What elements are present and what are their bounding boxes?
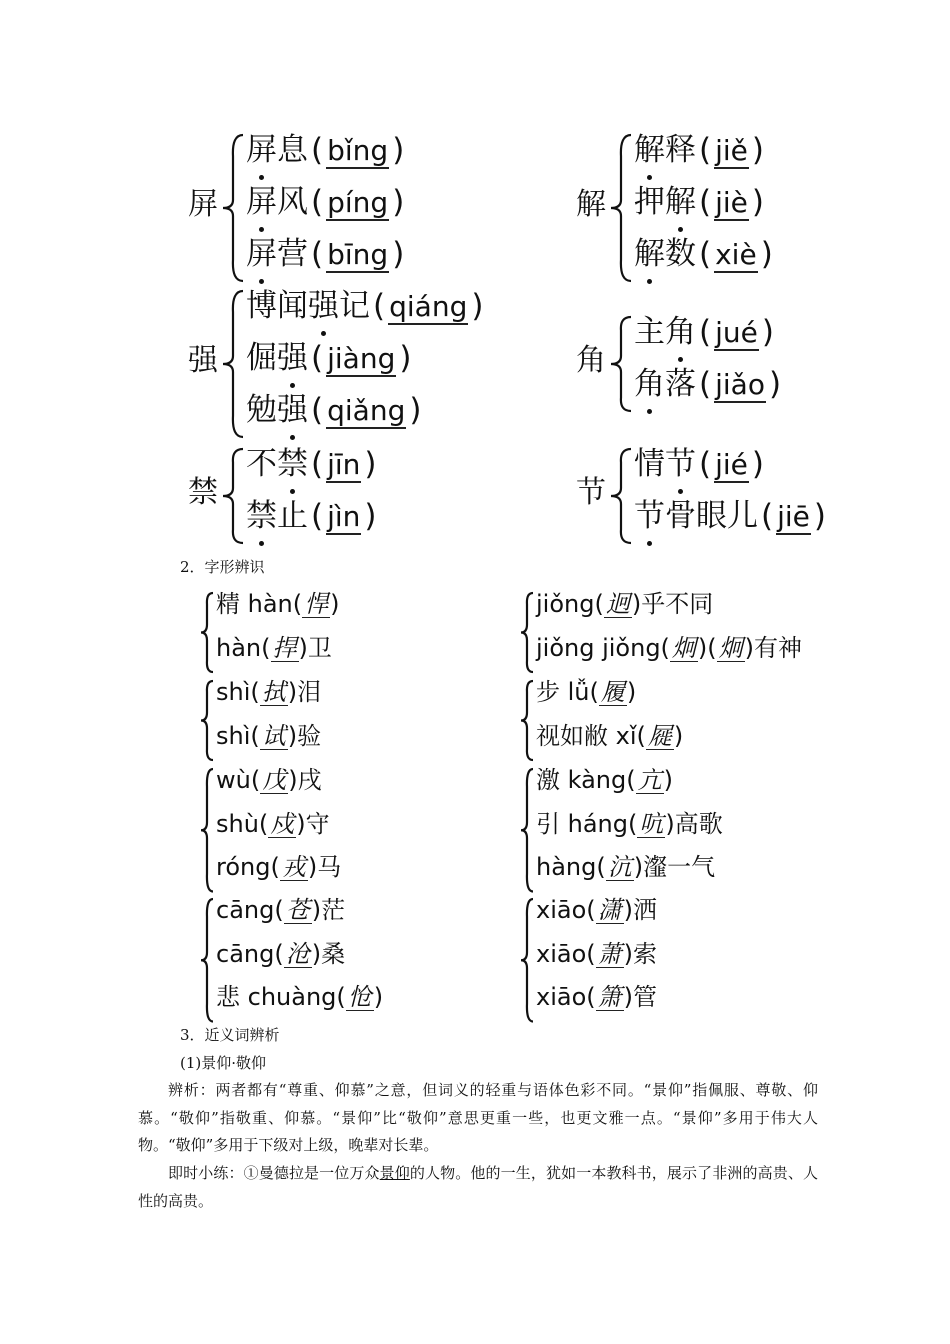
- dotted-character: 节: [665, 446, 696, 482]
- curly-brace-icon: [200, 768, 214, 893]
- curly-brace-icon: [610, 134, 632, 282]
- glyph-suffix: )管: [623, 983, 657, 1011]
- glyph-suffix: )索: [623, 939, 657, 968]
- analysis-paragraph: 辨析：两者都有“尊重、仰慕”之意，但词义的轻重与语体色彩不同。“景仰”指佩服、尊敬、仰慕。“敬仰”指敬重、仰慕。“景仰”比“敬仰”意思更重一些，也更文雅一点。“景仰”多用于伟大人物。“敬仰”多用于下级对上级，晚辈对长辈。: [138, 1081, 818, 1154]
- curly-brace-icon: [222, 290, 244, 438]
- glyph-answer-char: 迥: [605, 590, 630, 618]
- glyph-suffix: )高歌: [665, 809, 723, 838]
- close-paren: ): [813, 498, 827, 534]
- glyph-prefix: shì(: [216, 678, 260, 706]
- glyph-answer-char: 苍: [285, 896, 310, 924]
- polyphone-entry: [246, 444, 380, 484]
- glyph-prefix: shì(: [216, 721, 260, 750]
- glyph-prefix: cāng(: [216, 896, 284, 924]
- glyph-line: [216, 981, 383, 1013]
- pinyin-answer: qiǎng: [327, 394, 406, 427]
- open-paren: (: [699, 184, 712, 220]
- glyph-suffix: )(: [697, 633, 717, 662]
- glyph-answer-char: 亢: [637, 766, 662, 794]
- word-character: 数: [665, 236, 696, 272]
- close-paren: ): [409, 392, 422, 428]
- practice-text-after: 的人物。他的一生，犹如一本教科书，展示了非洲的高贵、人性的高贵。: [138, 1164, 818, 1210]
- curly-brace-icon: [610, 448, 632, 544]
- polyphone-entry: [246, 286, 486, 326]
- glyph-line: [216, 720, 321, 752]
- polyphone-entry: [634, 312, 777, 352]
- glyph-prefix: 激 kàng(: [536, 766, 636, 794]
- glyph-suffix: )卫: [298, 633, 332, 662]
- open-paren: (: [699, 236, 712, 272]
- pinyin-answer: jìn: [327, 500, 361, 533]
- dotted-character: 解: [665, 184, 696, 220]
- glyph-prefix: xiāo(: [536, 983, 596, 1011]
- dotted-character: 屏: [246, 184, 277, 220]
- glyph-line: [216, 938, 345, 970]
- glyph-answer-char: 萧: [597, 939, 622, 968]
- glyph-answer-char: 戎: [281, 853, 306, 881]
- open-paren: (: [311, 446, 324, 482]
- close-paren: ): [364, 498, 377, 534]
- glyph-line: [536, 676, 636, 708]
- pinyin-answer: xiè: [715, 238, 757, 271]
- close-paren: ): [392, 132, 405, 168]
- close-paren: ): [364, 446, 377, 482]
- word-character: 骨: [665, 498, 696, 534]
- polyphone-head-char: 角: [576, 343, 606, 378]
- pinyin-answer: jiàng: [327, 342, 396, 375]
- glyph-prefix: róng(: [216, 853, 280, 881]
- word-character: 记: [339, 288, 370, 324]
- word-character: 释: [665, 132, 696, 168]
- open-paren: (: [311, 132, 324, 168]
- polyphone-entry: [246, 182, 407, 222]
- pinyin-answer: jié: [715, 448, 748, 481]
- open-paren: (: [311, 498, 324, 534]
- word-character: 押: [634, 184, 665, 220]
- glyph-suffix: ): [663, 766, 673, 794]
- curly-brace-icon: [520, 680, 534, 761]
- glyph-prefix: 精 hàn(: [216, 590, 303, 618]
- curly-brace-icon: [200, 898, 214, 1023]
- pinyin-answer: jiě: [715, 134, 748, 167]
- section-3-title: 3．近义词辨析: [180, 1026, 280, 1044]
- pinyin-answer: jiè: [715, 186, 748, 219]
- polyphone-entry: [634, 182, 767, 222]
- polyphone-entry: [246, 496, 380, 536]
- open-paren: (: [699, 366, 712, 402]
- glyph-line: [216, 764, 322, 796]
- open-paren: (: [311, 236, 324, 272]
- glyph-prefix: xiāo(: [536, 896, 596, 924]
- glyph-prefix: 步 lǚ(: [536, 678, 599, 706]
- glyph-prefix: cāng(: [216, 939, 284, 968]
- glyph-answer-char: 沧: [285, 939, 310, 968]
- dotted-character: 角: [665, 314, 696, 350]
- pinyin-answer: jiǎo: [715, 368, 765, 401]
- polyphone-head-char: 屏: [188, 187, 218, 222]
- dotted-character: 禁: [277, 446, 308, 482]
- word-character: 息: [277, 132, 308, 168]
- glyph-line: [536, 981, 657, 1013]
- word-character: 勉: [246, 392, 277, 428]
- dotted-character: 强: [277, 392, 308, 428]
- glyph-prefix: wù(: [216, 766, 261, 794]
- curly-brace-icon: [610, 316, 632, 412]
- glyph-prefix: 引 háng(: [536, 809, 638, 838]
- polyphone-entry: [246, 234, 407, 274]
- glyph-line: [536, 588, 713, 620]
- glyph-line: [216, 676, 321, 708]
- glyph-suffix: ): [626, 678, 637, 706]
- curly-brace-icon: [520, 768, 534, 893]
- glyph-line: [536, 894, 657, 926]
- word-character: 眼: [696, 498, 727, 534]
- glyph-answer-char: 戊: [262, 766, 287, 794]
- glyph-answer-char: 屣: [647, 721, 672, 750]
- glyph-suffix: )洒: [623, 896, 657, 924]
- close-paren: ): [761, 314, 774, 350]
- glyph-answer-char: 履: [600, 678, 625, 706]
- dotted-character: 角: [634, 366, 665, 402]
- pinyin-answer: jué: [715, 316, 758, 349]
- dotted-character: 解: [634, 236, 665, 272]
- close-paren: ): [751, 184, 765, 220]
- dotted-character: 强: [308, 288, 339, 324]
- word-character: 落: [665, 366, 696, 402]
- glyph-suffix: )验: [287, 721, 322, 750]
- glyph-suffix: ): [330, 590, 340, 618]
- glyph-prefix: 视如敝 xǐ(: [536, 721, 646, 750]
- glyph-answer-char: 箫: [597, 983, 622, 1011]
- glyph-suffix: )有神: [744, 633, 803, 662]
- glyph-line: [216, 894, 345, 926]
- glyph-line: [536, 808, 723, 840]
- close-paren: ): [751, 446, 765, 482]
- glyph-suffix: )瀣一气: [633, 853, 716, 881]
- glyph-prefix: jiǒng jiǒng(: [536, 633, 670, 662]
- glyph-answer-char: 捍: [272, 633, 297, 662]
- dotted-character: 解: [634, 132, 665, 168]
- glyph-answer-char: 潇: [597, 896, 622, 924]
- polyphone-head-char: 节: [576, 475, 606, 510]
- open-paren: (: [311, 184, 324, 220]
- close-paren: ): [471, 288, 484, 324]
- polyphone-head-char: 解: [576, 187, 606, 222]
- glyph-line: [536, 720, 683, 752]
- open-paren: (: [699, 132, 712, 168]
- glyph-answer-char: 炯: [671, 633, 696, 662]
- word-character: 主: [634, 314, 665, 350]
- pinyin-answer: bǐng: [327, 134, 389, 167]
- glyph-suffix: )马: [307, 853, 342, 881]
- open-paren: (: [373, 288, 386, 324]
- open-paren: (: [699, 446, 712, 482]
- glyph-suffix: )桑: [311, 939, 346, 968]
- word-character: 闻: [277, 288, 308, 324]
- polyphone-entry: [634, 130, 767, 170]
- glyph-answer-char: 拭: [261, 678, 286, 706]
- polyphone-entry: [634, 364, 784, 404]
- dotted-character: 禁: [246, 498, 277, 534]
- glyph-line: [216, 632, 332, 664]
- open-paren: (: [311, 340, 324, 376]
- glyph-prefix: hàng(: [536, 853, 606, 881]
- close-paren: ): [760, 236, 773, 272]
- word-character: 风: [277, 184, 308, 220]
- curly-brace-icon: [200, 592, 214, 673]
- polyphone-head-char: 禁: [188, 475, 218, 510]
- glyph-answer-char: 沆: [607, 853, 632, 881]
- word-character: 情: [634, 446, 665, 482]
- pinyin-answer: jīn: [327, 448, 361, 481]
- glyph-line: [536, 851, 715, 883]
- open-paren: (: [761, 498, 774, 534]
- pinyin-answer: qiáng: [389, 290, 468, 323]
- dotted-character: 节: [634, 498, 665, 534]
- glyph-prefix: jiǒng(: [536, 590, 604, 618]
- practice-paragraph: [138, 1160, 818, 1215]
- glyph-prefix: 悲 chuàng(: [216, 983, 346, 1011]
- close-paren: ): [751, 132, 765, 168]
- curly-brace-icon: [222, 448, 244, 544]
- curly-brace-icon: [520, 898, 534, 1023]
- pinyin-answer: píng: [327, 186, 389, 219]
- close-paren: ): [392, 184, 405, 220]
- glyph-line: [216, 851, 341, 883]
- glyph-line: [216, 588, 340, 620]
- word-character: 儿: [727, 498, 758, 534]
- polyphone-entry: [634, 444, 767, 484]
- close-paren: ): [768, 366, 782, 402]
- dotted-character: 强: [277, 340, 308, 376]
- glyph-prefix: shù(: [216, 809, 269, 838]
- word-character: 营: [277, 236, 308, 272]
- dotted-character: 屏: [246, 236, 277, 272]
- pinyin-answer: jiē: [777, 500, 810, 533]
- polyphone-entry: [246, 130, 407, 170]
- glyph-suffix: )泪: [287, 678, 322, 706]
- polyphone-entry: [634, 234, 776, 274]
- close-paren: ): [399, 340, 412, 376]
- glyph-answer-char: 怆: [347, 983, 372, 1011]
- glyph-suffix: ): [673, 721, 684, 750]
- open-paren: (: [699, 314, 712, 350]
- open-paren: (: [311, 392, 324, 428]
- close-paren: ): [392, 236, 405, 272]
- glyph-answer-char: 炯: [718, 633, 743, 662]
- glyph-suffix: ): [373, 983, 384, 1011]
- glyph-suffix: )茫: [311, 896, 346, 924]
- curly-brace-icon: [200, 680, 214, 761]
- glyph-line: [536, 632, 802, 664]
- polyphone-entry: [634, 496, 829, 536]
- curly-brace-icon: [520, 592, 534, 673]
- glyph-suffix: )乎不同: [631, 590, 714, 618]
- word-character: 不: [246, 446, 277, 482]
- glyph-prefix: xiāo(: [536, 939, 596, 968]
- word-character: 止: [277, 498, 308, 534]
- practice-underlined-word: 景仰: [379, 1164, 410, 1182]
- glyph-answer-char: 戍: [270, 809, 295, 838]
- word-character: 倔: [246, 340, 277, 376]
- glyph-prefix: hàn(: [216, 633, 271, 662]
- word-character: 博: [246, 288, 277, 324]
- glyph-suffix: )守: [296, 809, 330, 838]
- glyph-line: [216, 808, 330, 840]
- dotted-character: 屏: [246, 132, 277, 168]
- glyph-answer-char: 悍: [304, 590, 329, 618]
- polyphone-entry: [246, 338, 414, 378]
- glyph-answer-char: 试: [261, 721, 286, 750]
- practice-text-before: 即时小练：①曼德拉是一位万众: [168, 1164, 380, 1182]
- section-2-title: 2．字形辨识: [180, 558, 265, 576]
- polyphone-entry: [246, 390, 424, 430]
- glyph-answer-char: 吭: [639, 809, 664, 838]
- curly-brace-icon: [222, 134, 244, 282]
- polyphone-head-char: 强: [188, 343, 218, 378]
- glyph-line: [536, 938, 657, 970]
- glyph-suffix: )戌: [288, 766, 322, 794]
- glyph-line: [536, 764, 673, 796]
- pinyin-answer: bīng: [327, 238, 389, 271]
- section-3-subtitle: (1)景仰·敬仰: [180, 1054, 267, 1072]
